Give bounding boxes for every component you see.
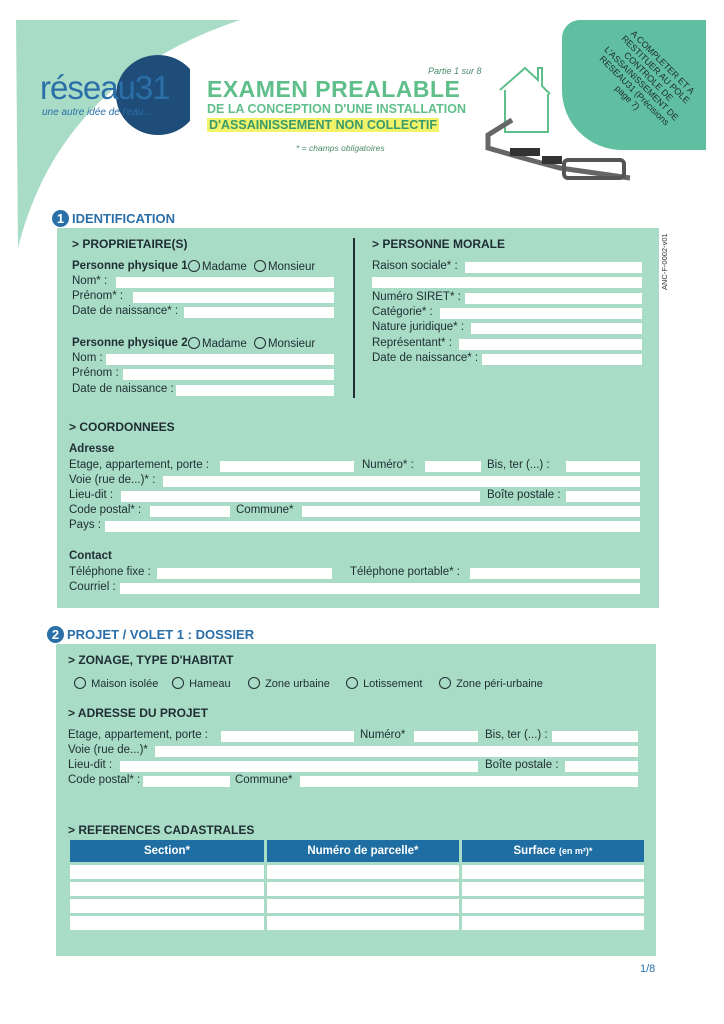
- dob2-label: Date de naissance :: [72, 383, 174, 395]
- pays-label: Pays :: [69, 519, 101, 531]
- table-row: [69, 881, 646, 898]
- nom1-label: Nom* :: [72, 275, 108, 287]
- form-title: EXAMEN PREALABLE: [207, 76, 461, 102]
- categorie-label: Catégorie* :: [372, 306, 433, 318]
- zone-radio[interactable]: [346, 677, 358, 689]
- surface-cell[interactable]: [460, 864, 645, 881]
- dob2-field[interactable]: [176, 385, 334, 396]
- zone-radio[interactable]: [74, 677, 86, 689]
- prenom1-label: Prénom* :: [72, 290, 124, 302]
- zone-option-3[interactable]: Lotissement: [342, 677, 422, 690]
- section-1-number: 1: [52, 210, 69, 227]
- prenom2-label: Prénom :: [72, 367, 119, 379]
- zone-radio[interactable]: [172, 677, 184, 689]
- person2-gender: Madame Monsieur: [184, 337, 315, 350]
- zone-option-4[interactable]: Zone péri-urbaine: [435, 677, 543, 690]
- tel-fixe-label: Téléphone fixe :: [69, 566, 151, 578]
- adresse-label: Adresse: [69, 443, 115, 455]
- parcelle-cell[interactable]: [265, 898, 460, 915]
- projet-lieudit-field[interactable]: [120, 761, 478, 772]
- person1-label: Personne physique 1: [72, 260, 188, 272]
- surface-cell[interactable]: [460, 898, 645, 915]
- monsieur-radio-1[interactable]: [254, 260, 266, 272]
- projet-boite-field[interactable]: [565, 761, 638, 772]
- zone-option-1[interactable]: Hameau: [168, 677, 231, 690]
- surface-cell[interactable]: [460, 881, 645, 898]
- siret-field[interactable]: [465, 293, 642, 304]
- numero-field[interactable]: [425, 461, 481, 472]
- commune-field[interactable]: [302, 506, 640, 517]
- projet-voie-label: Voie (rue de...)*: [68, 744, 148, 756]
- zone-option-0[interactable]: Maison isolée: [70, 677, 158, 690]
- projet-lieudit-label: Lieu-dit :: [68, 759, 113, 771]
- section-2-number: 2: [47, 626, 64, 643]
- etage-label: Etage, appartement, porte :: [69, 459, 210, 471]
- tel-port-label: Téléphone portable* :: [350, 566, 460, 578]
- page-number: 1/8: [640, 963, 656, 975]
- table-row: [69, 864, 646, 881]
- zone-option-2[interactable]: Zone urbaine: [244, 677, 330, 690]
- brand-name: réseau31: [40, 69, 170, 106]
- prenom1-field[interactable]: [133, 292, 334, 303]
- raison-field-2[interactable]: [372, 277, 642, 288]
- adresse-projet-heading: > ADRESSE DU PROJET: [68, 706, 208, 720]
- projet-commune-field[interactable]: [300, 776, 638, 787]
- morale-heading: > PERSONNE MORALE: [372, 237, 506, 251]
- dob1-field[interactable]: [184, 307, 334, 318]
- corner-note-badge: [562, 20, 706, 150]
- lieudit-field[interactable]: [121, 491, 480, 502]
- pays-field[interactable]: [105, 521, 640, 532]
- nom2-field[interactable]: [106, 354, 334, 365]
- bister-label: Bis, ter (...) :: [487, 459, 550, 471]
- surface-cell[interactable]: [460, 915, 645, 932]
- projet-numero-field[interactable]: [414, 731, 478, 742]
- form-subtitle-1: DE LA CONCEPTION D'UNE INSTALLATION: [207, 102, 466, 116]
- projet-etage-field[interactable]: [221, 731, 354, 742]
- prenom2-field[interactable]: [123, 369, 334, 380]
- tel-fixe-field[interactable]: [157, 568, 332, 579]
- parcelle-cell[interactable]: [265, 915, 460, 932]
- morale-dob-field[interactable]: [482, 354, 642, 365]
- form-subtitle-2: D'ASSAINISSEMENT NON COLLECTIF: [209, 118, 437, 132]
- section-cell[interactable]: [69, 898, 266, 915]
- side-code: ANC-F-0002-v01: [660, 233, 669, 290]
- lieudit-label: Lieu-dit :: [69, 489, 114, 501]
- parcelle-cell[interactable]: [265, 881, 460, 898]
- column-header-surface: Surface (en m²)*: [460, 839, 645, 864]
- siret-label: Numéro SIRET* :: [372, 291, 461, 303]
- parcelle-cell[interactable]: [265, 864, 460, 881]
- projet-etage-label: Etage, appartement, porte :: [68, 729, 209, 741]
- zonage-heading: > ZONAGE, TYPE D'HABITAT: [68, 653, 234, 667]
- madame-radio-1[interactable]: [188, 260, 200, 272]
- zone-radio[interactable]: [439, 677, 451, 689]
- categorie-field[interactable]: [440, 308, 642, 319]
- section-2-title: PROJET / VOLET 1 : DOSSIER: [67, 627, 255, 642]
- dob1-label: Date de naissance* :: [72, 305, 179, 317]
- contact-label: Contact: [69, 550, 112, 562]
- raison-label: Raison sociale* :: [372, 260, 458, 272]
- monsieur-radio-2[interactable]: [254, 337, 266, 349]
- table-row: [69, 898, 646, 915]
- logo: [40, 55, 190, 135]
- column-header-section: Section*: [69, 839, 266, 864]
- column-divider: [353, 238, 355, 398]
- nom2-label: Nom :: [72, 352, 103, 364]
- madame-radio-2[interactable]: [188, 337, 200, 349]
- section-cell[interactable]: [69, 915, 266, 932]
- projet-numero-label: Numéro*: [360, 729, 406, 741]
- section-cell[interactable]: [69, 881, 266, 898]
- representant-field[interactable]: [459, 339, 642, 350]
- numero-label: Numéro* :: [362, 459, 414, 471]
- proprietaires-heading: > PROPRIETAIRE(S): [72, 237, 188, 251]
- courriel-field[interactable]: [120, 583, 640, 594]
- zone-radio[interactable]: [248, 677, 260, 689]
- cadastre-heading: > REFERENCES CADASTRALES: [68, 823, 255, 837]
- nom1-field[interactable]: [116, 277, 334, 288]
- section-cell[interactable]: [69, 864, 266, 881]
- nature-field[interactable]: [471, 323, 642, 334]
- projet-commune-label: Commune*: [235, 774, 293, 786]
- mandatory-note: * = champs obligatoires: [296, 143, 385, 153]
- courriel-label: Courriel :: [69, 581, 116, 593]
- commune-label: Commune*: [236, 504, 294, 516]
- coordonnees-heading: > COORDONNEES: [69, 420, 175, 434]
- projet-boite-label: Boîte postale :: [485, 759, 559, 771]
- raison-field[interactable]: [465, 262, 642, 273]
- projet-voie-field[interactable]: [155, 746, 638, 757]
- morale-dob-label: Date de naissance* :: [372, 352, 479, 364]
- projet-bister-field[interactable]: [552, 731, 638, 742]
- person2-label: Personne physique 2: [72, 337, 188, 349]
- corner-note: A COMPLETER ET A RESTITUER AU POLE CONTROLE DE L'ASSAINISSEMENT DE RESEAU31 (Précisions page 7): [597, 28, 697, 128]
- nature-label: Nature juridique* :: [372, 321, 465, 333]
- projet-bister-label: Bis, ter (...) :: [485, 729, 548, 741]
- bister-field[interactable]: [566, 461, 640, 472]
- tel-port-field[interactable]: [470, 568, 640, 579]
- projet-cp-field[interactable]: [143, 776, 230, 787]
- cadastre-header-row: [69, 839, 646, 864]
- part-label: Partie 1 sur 8: [428, 66, 482, 76]
- cadastre-table: [67, 837, 647, 933]
- table-row: [69, 915, 646, 932]
- etage-field[interactable]: [220, 461, 354, 472]
- column-header-parcelle: Numéro de parcelle*: [265, 839, 460, 864]
- cp-label: Code postal* :: [69, 504, 142, 516]
- representant-label: Représentant* :: [372, 337, 452, 349]
- voie-label: Voie (rue de...)* :: [69, 474, 156, 486]
- boite-label: Boîte postale :: [487, 489, 561, 501]
- projet-cp-label: Code postal* :: [68, 774, 141, 786]
- voie-field[interactable]: [163, 476, 640, 487]
- person1-gender: Madame Monsieur: [184, 260, 315, 273]
- brand-tagline: une autre idée de l'eau...: [42, 107, 152, 118]
- cp-field[interactable]: [150, 506, 230, 517]
- boite-field[interactable]: [566, 491, 640, 502]
- section-1-title: IDENTIFICATION: [72, 211, 176, 226]
